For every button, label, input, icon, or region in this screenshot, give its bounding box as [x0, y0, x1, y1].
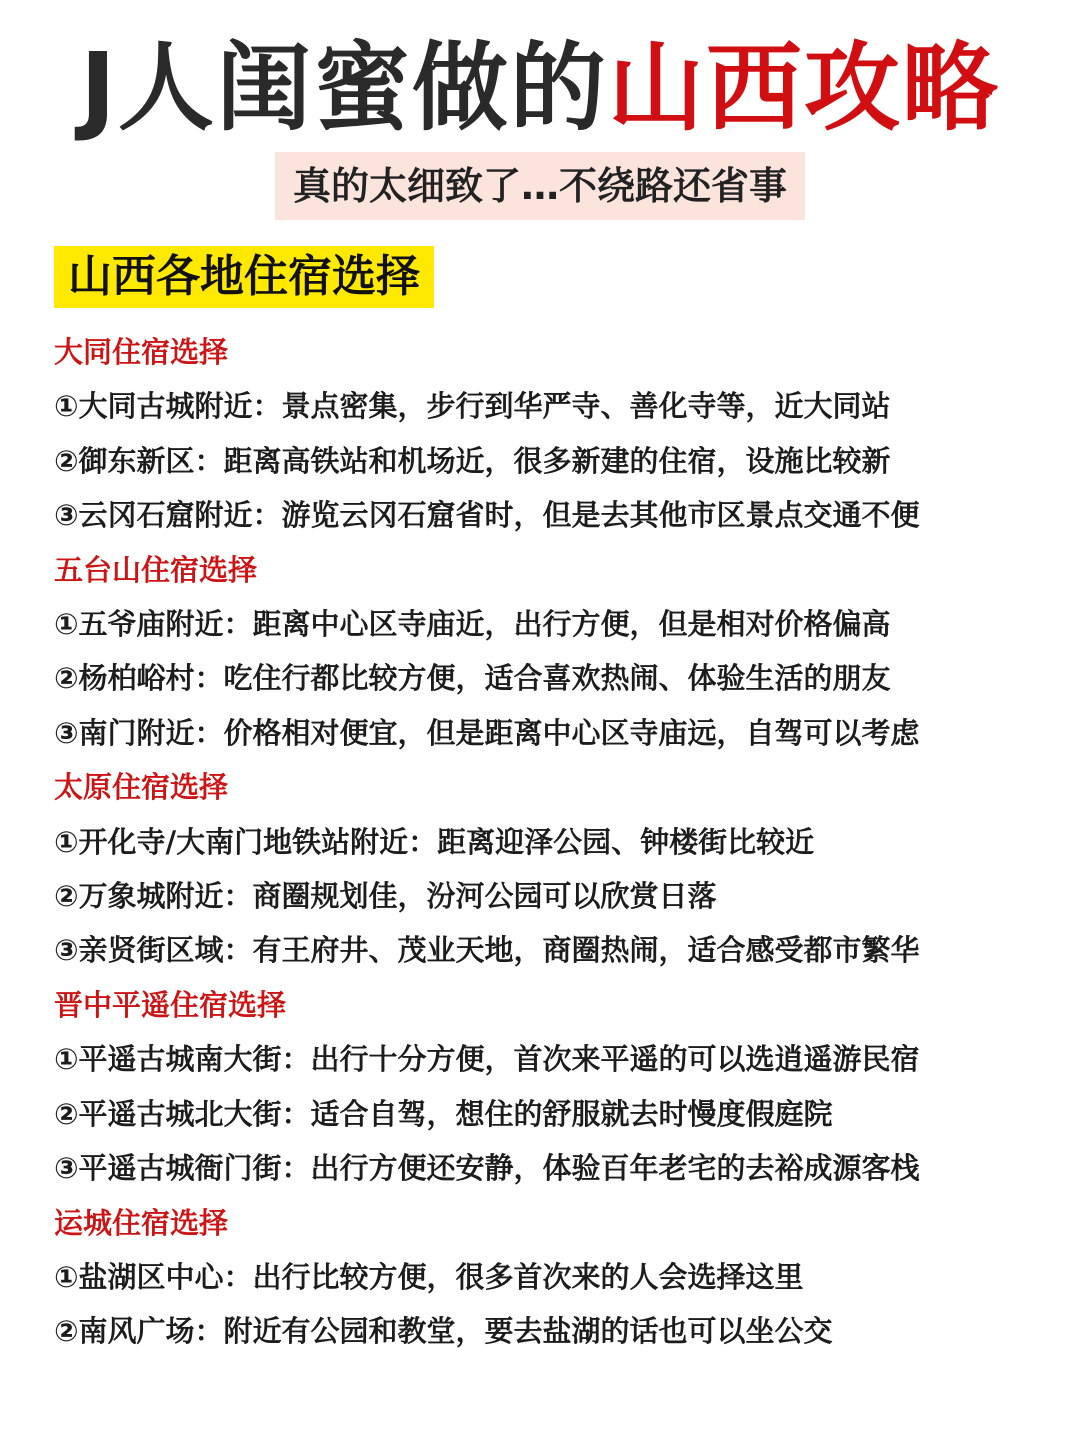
list-item: ①平遥古城南大街：出行十分方便，首次来平遥的可以选逍遥游民宿	[54, 1042, 920, 1077]
page-title-prefix: J人闺蜜做的	[80, 32, 608, 144]
list-item: ②平遥古城北大街：适合自驾，想住的舒服就去时慢度假庭院	[54, 1096, 833, 1131]
region-heading-wutaishan: 五台山住宿选择	[54, 552, 258, 587]
region-heading-pingyao: 晋中平遥住宿选择	[54, 987, 287, 1022]
subtitle-container	[0, 152, 1080, 220]
accommodation-list	[54, 325, 1054, 1359]
section-heading: 山西各地住宿选择	[54, 246, 434, 308]
list-item: ①大同古城附近：景点密集，步行到华严寺、善化寺等，近大同站	[54, 389, 891, 424]
list-item: ③亲贤街区域：有王府井、茂业天地，商圈热闹，适合感受都市繁华	[54, 933, 920, 968]
list-item: ③平遥古城衙门街：出行方便还安静，体验百年老宅的去裕成源客栈	[54, 1151, 920, 1186]
region-heading-taiyuan: 太原住宿选择	[54, 770, 229, 805]
list-item: ③云冈石窟附近：游览云冈石窟省时，但是去其他市区景点交通不便	[54, 498, 920, 533]
list-item: ②御东新区：距离高铁站和机场近，很多新建的住宿，设施比较新	[54, 443, 891, 478]
region-heading-yuncheng: 运城住宿选择	[54, 1205, 229, 1240]
list-item: ①五爷庙附近：距离中心区寺庙近，出行方便，但是相对价格偏高	[54, 607, 891, 642]
list-item: ②南风广场：附近有公园和教堂，要去盐湖的话也可以坐公交	[54, 1314, 833, 1349]
list-item: ①盐湖区中心：出行比较方便，很多首次来的人会选择这里	[54, 1259, 804, 1294]
list-item: ①开化寺/大南门地铁站附近：距离迎泽公园、钟楼街比较近	[54, 824, 815, 859]
list-item: ②万象城附近：商圈规划佳，汾河公园可以欣赏日落	[54, 879, 717, 914]
list-item: ②杨柏峪村：吃住行都比较方便，适合喜欢热闹、体验生活的朋友	[54, 661, 891, 696]
subtitle: 真的太细致了…不绕路还省事	[275, 152, 805, 220]
list-item: ③南门附近：价格相对便宜，但是距离中心区寺庙远，自驾可以考虑	[54, 715, 920, 750]
region-heading-datong: 大同住宿选择	[54, 335, 229, 369]
page-title	[0, 28, 1080, 148]
page-title-highlight: 山西攻略	[607, 32, 1000, 144]
